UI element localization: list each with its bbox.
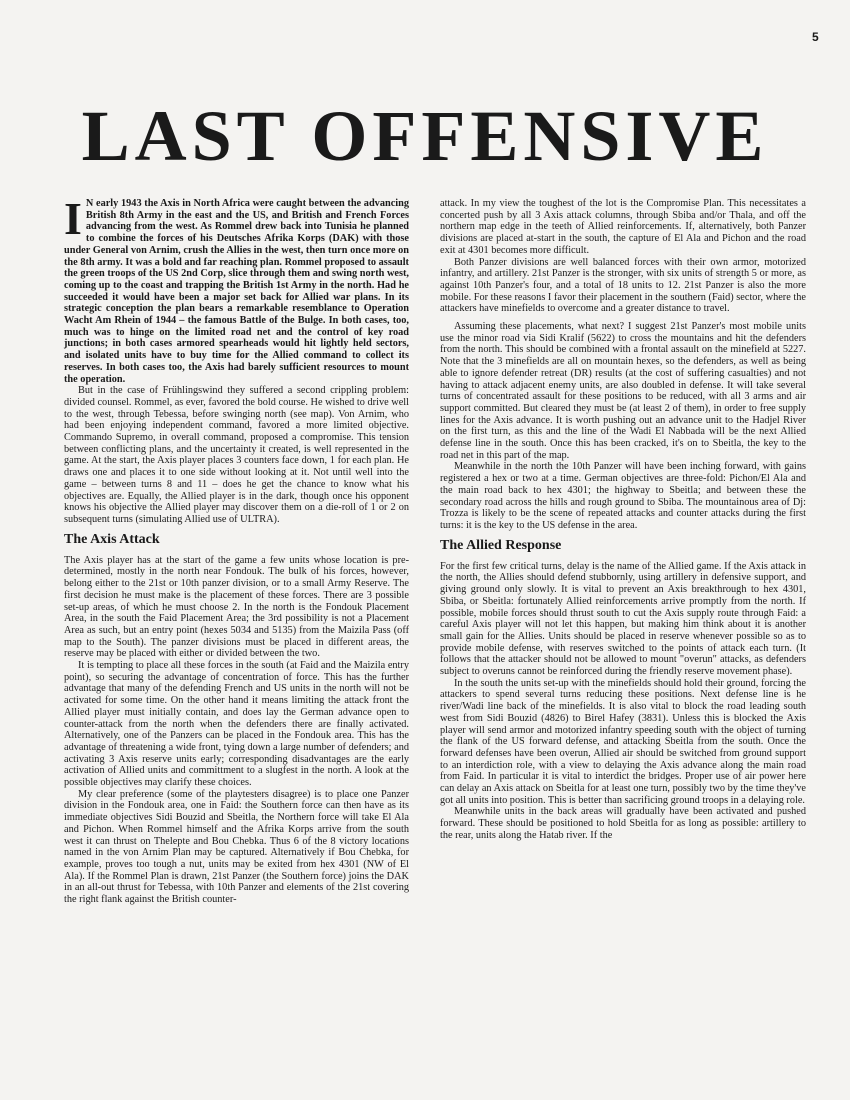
body-paragraph: My clear preference (some of the playtesters disagree) is to place one Panzer division in the Fondouk area, one in Faid: the Southern force can then have as its immediate objectives Sidi Bouzid and Sbeitla, the Northern force will take El Ala and Pichon. When Rommel himself and the Afrika Korps arrive from the south west it can thrust on Thelepte and Bou Chebka. Thus 6 of the 8 victory locations named in the von Arnim Plan may be captured. Alternatively if Bou Chebka, for example, proves too tough a nut, units may be exited from hex 4301 (NW of El Ala). If the Rommel Plan is drawn, 21st Panzer (the Southern force) joins the DAK in an all-out thrust for Tebessa, with 10th Panzer and elements of the 21st covering the right flank against the British counter-	[64, 788, 409, 906]
page-number: 5	[812, 30, 819, 44]
body-paragraph: attack. In my view the toughest of the lot is the Compromise Plan. This necessitates a concerted push by all 3 Axis attack columns, through Sbiba and/or Thala, and off the northern map edge in the teeth of Allied reinforcements. If, alternatively, both Panzer divisions are placed at-start in the south, the capture of El Ala and Pichon and the road exit at 4301 becomes more difficult.	[440, 198, 806, 256]
left-column	[64, 193, 409, 906]
body-paragraph: Both Panzer divisions are well balanced forces with their own armor, motorized infantry, and artillery. 21st Panzer is the stronger, with six units of strength 5 or more, as against 10th Panzer's four, and a total of 18 units to 12. 21st Panzer is also the more mobile. For these reasons I favor their placement in the southern (Faid) sector, where the attackers have minefields to overcome and a greater distance to travel.	[440, 256, 806, 315]
body-paragraph: It is tempting to place all these forces in the south (at Faid and the Maizila entry point), so securing the advantage of concentration of force. This has the further advantage that many of the defending French and US units in the north will not be activated for some time. On the other hand it means limiting the attack front the Allied player must initially contain, and does lay the German advance open to counter-attack from the north when the defenders there are finally activated. Alternatively, one of the Panzers can be placed in the Fondouk area. This has the advantage of threatening a wide front, tying down a large number of defenders; and activating 3 Axis reserve units early; corresponding disadvantages are the early activation of Allied units and committment to a slugfest in the north. A look at the possible objectives may clarify these choices.	[64, 660, 409, 789]
intro-paragraph	[64, 193, 409, 385]
intro-text: N early 1943 the Axis in North Africa were caught between the advancing British 8th Army in the east and the US, and British and French Forces advancing from the west. As Rommel drew back into Tunisia he planned to combine the forces of his Deutsches Afrika Korps (DAK) with those under General von Arnim, crush the Allies in the west, then turn once more on the 8th army. It was a bold and far reaching plan. Rommel proposed to assault the green troops of the US 2nd Corp, slice through them and swing north west, coming up to the coast and trapping the British 1st Army in the north. Had he succeeded it would have been a major set back for Allied war plans. In its strategic conception the plan bears a remarkable resemblance to Operation Wacht Am Rhein of 1944 – the famous Battle of the Bulge. In both cases, too, much was to hinge on the limited road net and the control of key road junctions; in both cases armored spearheads would hit lightly held sectors, and isolated units have to buy time for the Allied command to collect its reserves. In both cases too, the Axis had barely sufficient resources to mount the operation.	[64, 198, 409, 385]
page-title: LAST OFFENSIVE	[81, 96, 769, 176]
section-heading-allied-response: The Allied Response	[440, 537, 562, 553]
body-paragraph: Meanwhile units in the back areas will gradually have been activated and pushed forward. These should be positioned to hold Sbeitla for as long as possible: artillery to the rear, units along the Hatab river. If the	[440, 806, 806, 841]
section-heading-axis-attack: The Axis Attack	[64, 531, 160, 547]
body-paragraph: In the south the units set-up with the minefields should hold their ground, forcing the attackers to spend several turns reducing these positions. Next defense line is he river/Wadi line back of the minefields. It is also vital to block the road leading south west from Sidi Bouzid (4826) to Birel Hafey (3831). Unless this is blocked the Axis player will send armor and motorized infantry speeding south with the object of turning the flank of the US forward defense, and attacking Sbeitla from the south. Once the forward defenses have been overun, Allied air should be switched from ground support to an interdiction role, with a view to delaying the Axis advance along the main road from Faid. In particular it is vital to interdict the bridges. Proper use of air power here can delay an Axis attack on Sbeitla for at least one turn, possibly two by the time they've got all units into position. This is better than sacrificing ground troops in a delaying role.	[440, 677, 806, 806]
body-paragraph: Assuming these placements, what next? I suggest 21st Panzer's most mobile units use the minor road via Sidi Kralif (5622) to cross the mountains and hit the defenders from the north. This should be combined with a frontal assault on the minefield at 5227. Note that the 3 minefields are all on mountain hexes, so the defenders, as well as being able to ignore defender retreat (DR) results (at the cost of suffering casualties) and not having to attack adjacent enemy units, are also doubled in defense. It will take several turns of concentrated assault for these positions to be reduced, with all 3 arms and air support committed. But cleared they must be (at least 2 of them), in order to free supply lines for the Axis advance. It is worth pushing out an advance unit to the Hadjel River on the first turn, as this and the line of the Wadi El Nabbada will be the next Allied defense line in the south. Once this has been cracked, it's on to Sbeitla, the key to the road net in this part of the map.	[440, 321, 806, 461]
drop-cap: I	[64, 193, 82, 244]
right-column	[440, 198, 806, 842]
body-paragraph: For the first few critical turns, delay is the name of the Allied game. If the Axis attack in the north, the Allies should defend stubbornly, using artillery in defensive support, and giving ground only slowly. It is vital to prevent an Axis breakthrough to hex 4301, Sbiba, or Sbeitla: fortunately Allied reinforcements arrive promptly from the north. If possible, mobile forces should thrust south to cut the Axis supply route through Faid: a careful Axis player will not let this happen, but making him think about it is another small gain for the Allies. Units should be placed in reserve whenever possible so as to provide mobile defense, with reserves switched to the points of attack each turn. (It follows that the attacker should not be allowed to mount "overun" attacks, as defenders subject to overuns cannot be reinforced during the friendly reserve movement phase).	[440, 560, 806, 678]
body-paragraph: But in the case of Frühlingswind they suffered a second crippling problem: divided counsel. Rommel, as ever, favored the bold course. He wished to drive well to the west, through Tebessa, before swinging north (see map). Von Arnim, who had been enjoying independent command, favored a more limited objective. Commando Supremo, in overall command, proposed a compromise. This tension between conflicting plans, and the uncertainty it created, is well represented in the game. At the start, the Axis player places 3 counters face down, 1 for each plan. He draws one and places it to one side without looking at it. Not until well into the game – between turns 8 and 11 – does he get the chance to know what his objectives are. Equally, the Allied player is in the dark, though once his opponent knows his objective the Allied player may discover them on a die-roll of 1 or 2 on subsequent turns (simulating Allied use of ULTRA).	[64, 385, 409, 525]
body-paragraph: The Axis player has at the start of the game a few units whose location is pre-determined, mostly in the north near Fondouk. The bulk of his forces, however, belong either to the 21st or 10th panzer division, or to a small Army Reserve. The first decision he must make is the placement of these forces. There are 3 possible set-up areas, of which he must choose 2. In the north is the Fondouk Placement Area, in the south the Faid Placement Area; the 3rd possibility is not a Placement Area as such, but an entry point (hexes 5034 and 5135) from the Maizila Pass (off map to the South). The panzer divisions must be placed in different areas, the reserve may be placed with either or divided between the two.	[64, 554, 409, 660]
body-paragraph: Meanwhile in the north the 10th Panzer will have been inching forward, with gains registered a hex or two at a time. German objectives are three-fold: Pichon/El Ala and the main road back to hex 4301; the highway to Sbeitla; and between these the secondary road across the hills and rough ground to Sbiba. The mountainous area of Dj: Trozza is likely to be the scene of repeated attacks and counter attacks during the first turns: it is the key to the US defense in the area.	[440, 461, 806, 531]
